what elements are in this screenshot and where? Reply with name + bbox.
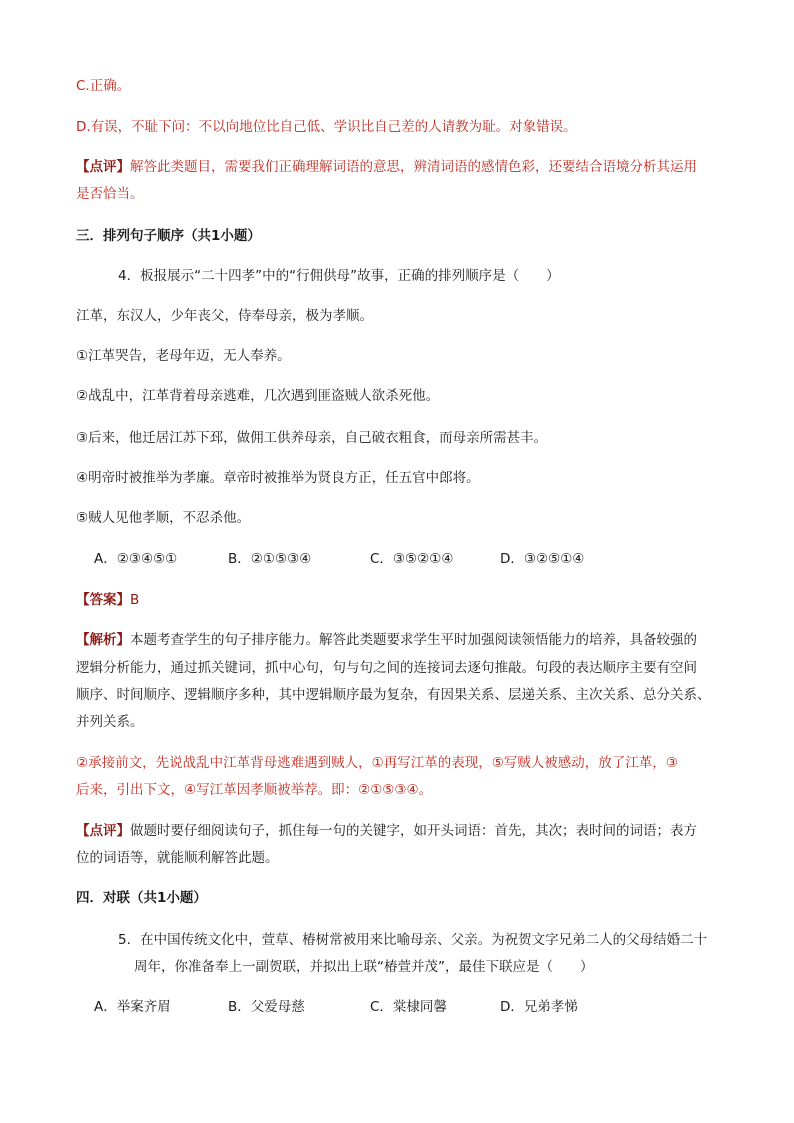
question-5-line-1: 5．在中国传统文化中，萱草、椿树常被用来比喻母亲、父亲。为祝贺文字兄弟二人的父母结婚二十 bbox=[118, 932, 708, 948]
option-c: C．③⑤②①④ bbox=[370, 551, 454, 567]
explain-line-2: 后来，引出下文，④写江革因孝顺被举荐。即：②①⑤③④。 bbox=[76, 782, 433, 798]
option-a: A．②③④⑤① bbox=[94, 551, 178, 567]
option-5c: C．棠棣同馨 bbox=[370, 999, 447, 1015]
comment-q4-tag: 【点评】 bbox=[76, 823, 130, 839]
sentence-3: ③后来，他迁居江苏下邳，做佣工供养母亲，自己破衣粗食，而母亲所需甚丰。 bbox=[76, 430, 548, 446]
sentence-5: ⑤贼人见他孝顺，不忍杀他。 bbox=[76, 510, 251, 526]
question-5-line-2: 周年，你准备奉上一副贺联，并拟出上联“椿萱并茂”，最佳下联应是（ ） bbox=[134, 959, 594, 975]
comment-q4-line-1 bbox=[76, 821, 697, 841]
analysis-line-2: 逻辑分析能力，通过抓关键词，抓中心句，句与句之间的连接词去逐句推敲。句段的表达顺序主要有空间 bbox=[76, 660, 697, 676]
option-b: B．②①⑤③④ bbox=[228, 551, 312, 567]
option-d: D．③②⑤①④ bbox=[500, 551, 585, 567]
sentence-2: ②战乱中，江革背着母亲逃难，几次遇到匪盗贼人欲杀死他。 bbox=[76, 388, 440, 404]
question-4: 4．板报展示“二十四孝”中的“行佣供母”故事，正确的排列顺序是（ ） bbox=[118, 268, 560, 284]
option-c-explanation: C.正确。 bbox=[76, 78, 131, 94]
question-5-options bbox=[94, 997, 578, 1017]
answer-line bbox=[76, 590, 139, 610]
comment-text-line-1: 解答此类题目，需要我们正确理解词语的意思，辨清词语的感情色彩，还要结合语境分析其运用 bbox=[130, 159, 697, 175]
story-intro: 江革，东汉人，少年丧父，侍奉母亲，极为孝顺。 bbox=[76, 308, 373, 324]
comment-tag: 【点评】 bbox=[76, 159, 130, 175]
comment-q4-text-1: 做题时要仔细阅读句子，抓住每一句的关键字，如开头词语：首先，其次；表时间的词语；表方 bbox=[130, 823, 697, 839]
answer-tag: 【答案】 bbox=[76, 592, 130, 608]
comment-text-line-2: 是否恰当。 bbox=[76, 186, 144, 202]
option-5d: D．兄弟孝悌 bbox=[500, 999, 578, 1015]
section-3-heading: 三．排列句子顺序（共1小题） bbox=[76, 228, 261, 244]
comment-q4-line-2: 位的词语等，就能顺利解答此题。 bbox=[76, 850, 279, 866]
explain-line-1: ②承接前文，先说战乱中江革背母逃难遇到贼人，①再写江革的表现，⑤写贼人被感动，放了江革，③ bbox=[76, 755, 678, 771]
sentence-1: ①江革哭告，老母年迈，无人奉养。 bbox=[76, 348, 291, 364]
analysis-tag: 【解析】 bbox=[76, 632, 130, 648]
sentence-4: ④明帝时被推举为孝廉。章帝时被推举为贤良方正，任五官中郎将。 bbox=[76, 470, 480, 486]
option-d-explanation: D.有误，不耻下问：不以向地位比自己低、学识比自己差的人请教为耻。对象错误。 bbox=[76, 119, 577, 135]
analysis-line-3: 顺序、时间顺序、逻辑顺序多种，其中逻辑顺序最为复杂，有因果关系、层递关系、主次关系、总分关系、 bbox=[76, 687, 711, 703]
option-5a: A．举案齐眉 bbox=[94, 999, 171, 1015]
question-4-options bbox=[94, 549, 584, 569]
answer-value: B bbox=[130, 592, 140, 608]
analysis-line-4: 并列关系。 bbox=[76, 714, 144, 730]
comment-prev bbox=[76, 157, 697, 177]
analysis-line-1 bbox=[76, 630, 697, 650]
analysis-text-1: 本题考查学生的句子排序能力。解答此类题要求学生平时加强阅读领悟能力的培养，具备较强的 bbox=[130, 632, 697, 648]
section-4-heading: 四．对联（共1小题） bbox=[76, 890, 207, 906]
option-5b: B．父爱母慈 bbox=[228, 999, 305, 1015]
